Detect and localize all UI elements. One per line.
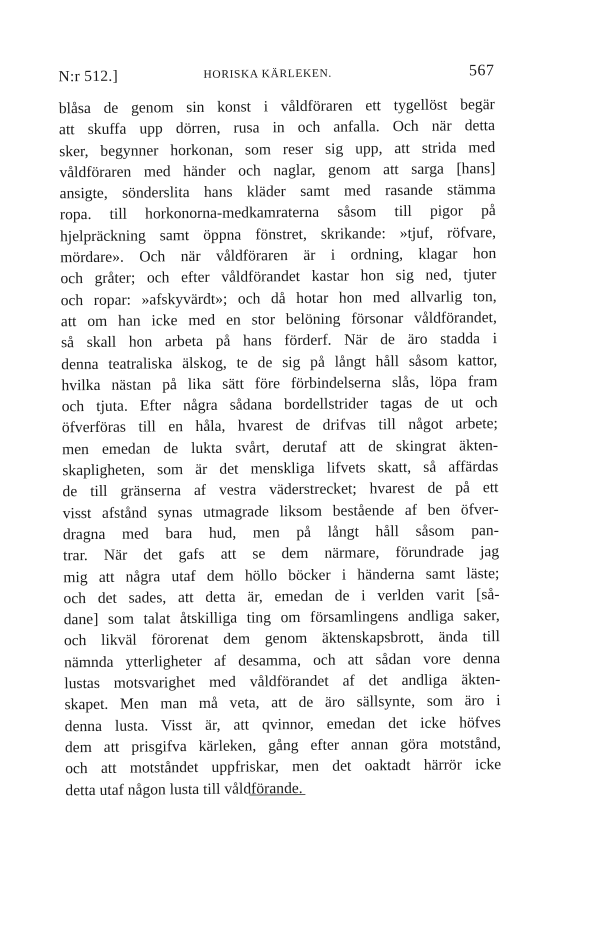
- text-line: blåsa de genom sin konst i våldföraren ett tygellöst begär: [58, 96, 495, 118]
- text-line: mördare». Och när våldföraren är i ordning, klagar hon: [60, 245, 497, 267]
- text-line: och att motståndet uppfriskar, men det oaktadt härrör icke: [65, 756, 502, 778]
- text-line: och likväl förorenat dem genom äktenskapsbrott, ända till: [63, 628, 500, 650]
- text-line: och gråter; och efter våldförandet kastar hon sig ned, tjuter: [60, 266, 497, 288]
- text-line: öfverföras till en håla, hvarest de drifvas till något arbete;: [61, 415, 498, 437]
- text-line: dem att prisgifva kärleken, gång efter annan göra motstånd,: [64, 734, 502, 757]
- text-line: men emedan de lukta svårt, derutaf att de skingrat äkten-: [61, 436, 499, 459]
- text-line: mig att några utaf dem höllo böcker i händerna samt läste;: [63, 564, 500, 586]
- text-line: denna lusta. Visst är, att qvinnor, emedan det icke höfves: [64, 713, 501, 735]
- text-line: denna teatraliska älskog, te de sig på långt håll såsom kattor,: [61, 351, 498, 373]
- text-line: ropa. till horkonorna-medkamraterna såsom till pigor på: [59, 202, 496, 224]
- text-line: sker, begynner horkonan, som reser sig upp, att strida med: [59, 138, 496, 160]
- text-line: trar. När det gafs att se dem närmare, förundrade jag: [63, 543, 500, 565]
- page-number: 567: [468, 62, 495, 80]
- text-line: och tjuta. Efter några sådana bordellstrider tagas de ut och: [61, 394, 498, 416]
- text-line: att om han icke med en stor belöning försonar våldförandet,: [60, 309, 497, 331]
- text-line: de till gränserna af vestra väderstrecket; hvarest de på ett: [62, 479, 499, 501]
- section-number: N:r 512.]: [58, 67, 119, 86]
- text-line: skapet. Men man må veta, att de äro sällsynte, som äro i: [64, 692, 501, 714]
- text-line: dragna med bara hud, men på långt håll såsom pan-: [62, 522, 499, 544]
- text-line: hjelpräckning samt öppna fönstret, skrikande: »tjuf, röfvare,: [59, 223, 497, 246]
- text-line: att skuffa upp dörren, rusa in och anfalla. Och när detta: [58, 117, 496, 139]
- text-line: ansigte, sönderslita hans kläder samt med rasande stämma: [59, 181, 496, 203]
- running-title: HORISKA KÄRLEKEN.: [203, 67, 332, 81]
- text-line: hvilka nästan på lika sätt före förbindelserna slås, löpa fram: [61, 372, 498, 395]
- running-header: [58, 64, 494, 88]
- text-line: visst afstånd synas utmagrade liksom bestående af ben öfver-: [62, 500, 499, 522]
- text-line: våldföraren med händer och naglar, genom att sarga [hans]: [59, 160, 496, 182]
- text-line: dane] som talat åtskilliga ting om församlingens andliga saker,: [63, 607, 500, 629]
- text-line: och ropar: »afskyvärdt»; och då hotar hon med allvarlig ton,: [60, 287, 497, 309]
- text-line: så skall hon arbeta på hans förderf. När de äro stadda i: [60, 330, 498, 352]
- text-line: lustas motsvarighet med våldförandet af det andliga äkten-: [64, 671, 501, 693]
- body-text: [59, 94, 502, 801]
- text-line: och det sades, att detta är, emedan de i verlden varit [så-: [63, 585, 500, 608]
- text-line: skapligheten, som är det menskliga lifvets skatt, så affärdas: [62, 458, 499, 480]
- text-line: detta utaf någon lusta till våldförande.: [65, 779, 303, 799]
- text-line: nämnda ytterligheter af desamma, och att sådan vore denna: [64, 649, 501, 671]
